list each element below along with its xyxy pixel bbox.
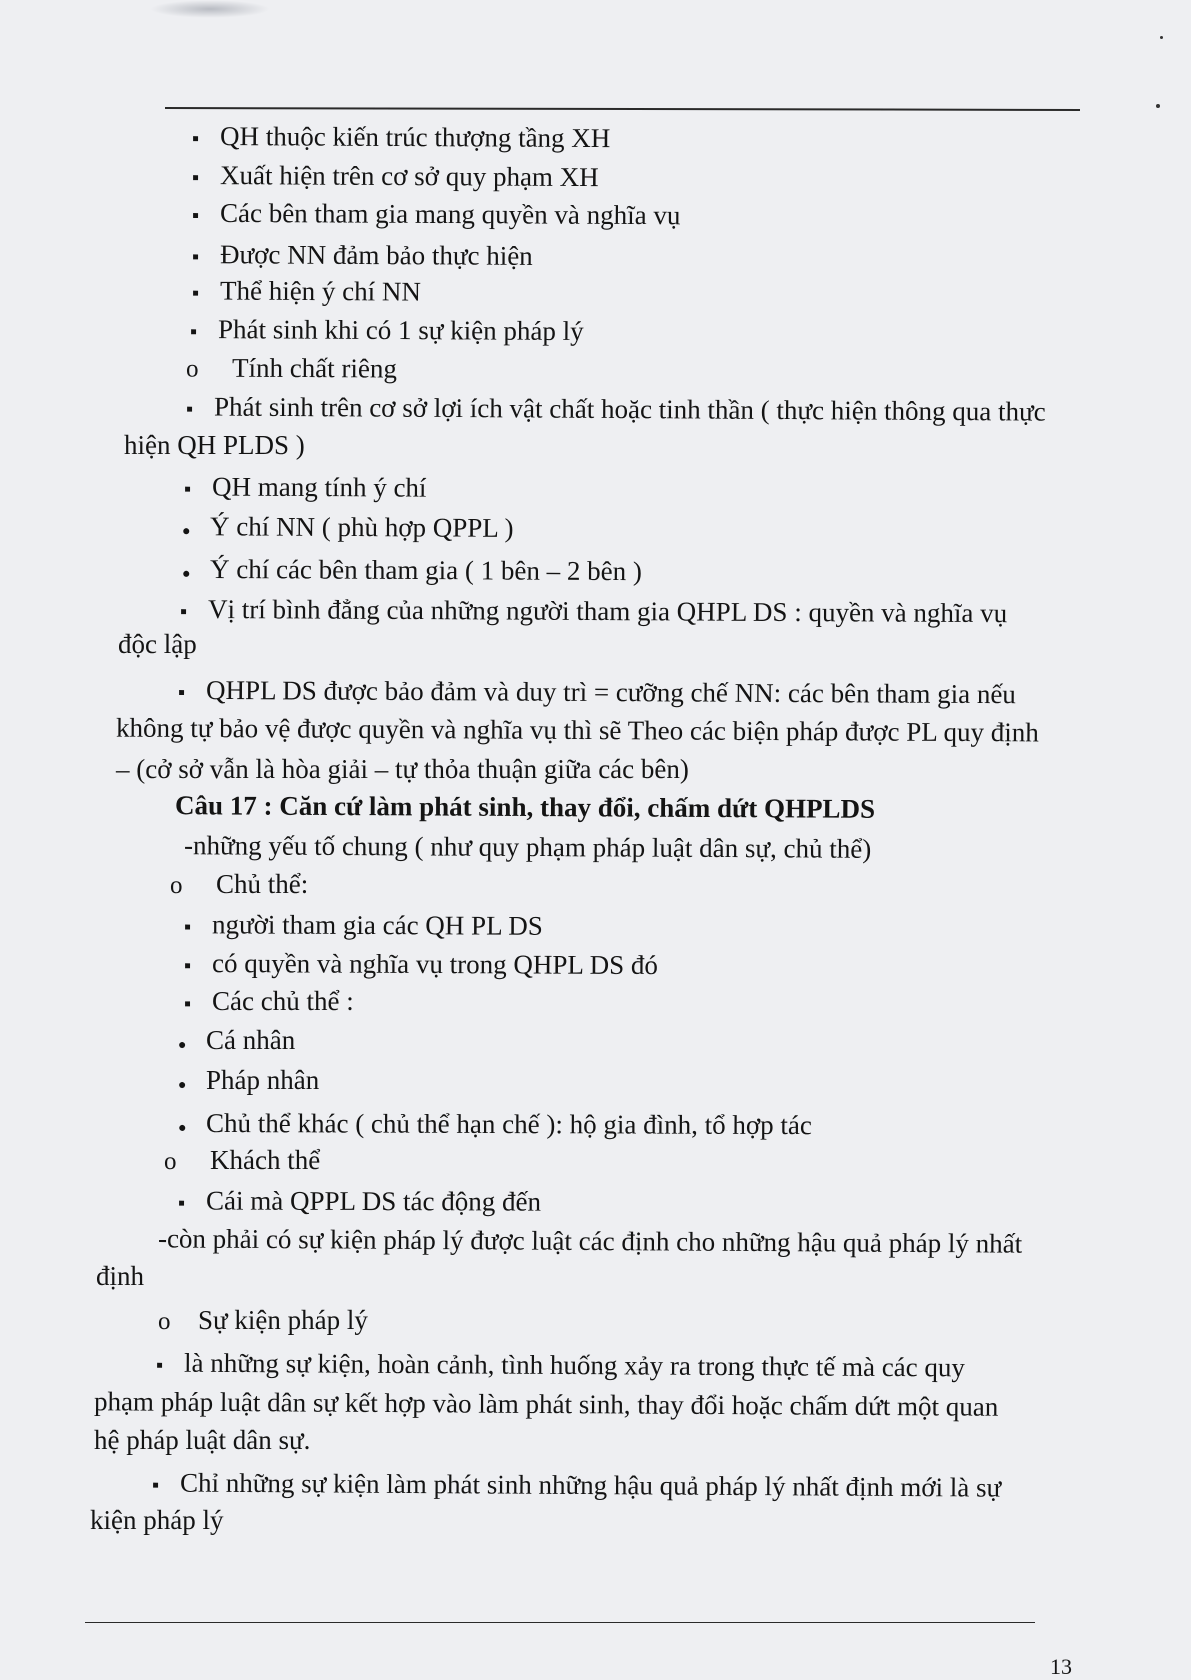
bullet-line: oChủ thể: [170,867,308,903]
paragraph-line: -còn phải có sự kiện pháp lý được luật các định cho những hậu quả pháp lý nhất [157,1223,1023,1259]
bullet-line: ▪là những sự kiện, hoàn cảnh, tình huống xảy ra trong thực tế mà các quy [156,1346,965,1388]
scan-shadow [150,0,270,18]
scan-speck [1160,36,1163,39]
bullet-line: ▪Phát sinh trên cơ sở lợi ích vật chất hoặc tinh thần ( thực hiện thông qua thực [186,389,1046,431]
bullet-line: ▪Được NN đảm bảo thực hiện [192,237,533,276]
square-bullet-icon [184,984,212,1021]
continuation-line: hiện QH PLDS ) [124,430,305,460]
header-rule [165,107,1080,111]
bullet-line: ●Ý chí NN ( phù hợp QPPL ) [182,509,514,551]
bullet-line: ●Cá nhân [178,1023,295,1063]
bullet-line: ▪Chỉ những sự kiện làm phát sinh những hậu quả pháp lý nhất định mới là sự [152,1465,1001,1507]
bullet-line: ▪Cái mà QPPL DS tác động đến [178,1183,541,1221]
bullet-line: ▪Vị trí bình đẳng của những người tham gia QHPL DS : quyền và nghĩa vụ [180,592,1007,633]
square-bullet-icon [178,1183,206,1220]
square-bullet-icon [192,196,220,233]
continuation-line: không tự bảo vệ được quyền và nghĩa vụ thì sẽ Theo các biện pháp được PL quy định [115,712,1039,748]
square-bullet-icon [192,237,220,274]
round-bullet-icon [178,1106,206,1146]
bullet-line: ▪QHPL DS được bảo đảm và duy trì = cưỡng chế NN: các bên tham gia nếu [178,673,1016,714]
bullet-line: ▪Thể hiện ý chí NN [192,273,421,311]
bullet-line: ▪người tham gia các QH PL DS [184,907,543,946]
round-bullet-icon [178,1023,206,1063]
square-bullet-icon [180,592,208,629]
square-bullet-icon [192,273,220,310]
circle-bullet-icon [170,867,216,903]
bullet-line: oSự kiện pháp lý [158,1303,368,1339]
round-bullet-icon [182,509,210,549]
bullet-line: ●Ý chí các bên tham gia ( 1 bên – 2 bên ) [182,552,642,594]
square-bullet-icon [190,312,218,349]
square-bullet-icon [184,946,212,983]
square-bullet-icon [192,158,220,195]
scan-speck [1156,104,1160,108]
circle-bullet-icon [164,1143,210,1179]
page-number: 13 [1050,1654,1072,1679]
square-bullet-icon [178,673,206,710]
bullet-line: ▪có quyền và nghĩa vụ trong QHPL DS đó [184,946,658,985]
square-bullet-icon [192,119,220,156]
continuation-line: hệ pháp luật dân sự. [94,1425,311,1455]
circle-bullet-icon [186,350,232,386]
bullet-line: ▪QH mang tính ý chí [184,469,427,507]
square-bullet-icon [156,1346,184,1383]
bullet-line: ▪Các chủ thể : [184,984,354,1021]
bullet-line: oTính chất riêng [186,350,397,387]
round-bullet-icon [182,552,210,592]
round-bullet-icon [178,1063,206,1103]
continuation-line: kiện pháp lý [90,1505,224,1535]
square-bullet-icon [152,1465,180,1502]
bullet-line: ▪Xuất hiện trên cơ sở quy phạm XH [192,158,599,197]
bullet-line: oKhách thể [164,1143,320,1179]
bullet-line: ▪Phát sinh khi có 1 sự kiện pháp lý [190,312,584,351]
footer-rule [85,1622,1035,1623]
bullet-line: ▪QH thuộc kiến trúc thượng tầng XH [192,119,611,158]
continuation-line: độc lập [118,629,197,659]
square-bullet-icon [184,469,212,506]
continuation-line: – (cở sở vẫn là hòa giải – tự thỏa thuận giữa các bên) [116,754,689,784]
square-bullet-icon [186,389,214,426]
circle-bullet-icon [158,1303,198,1339]
paragraph-line: -những yếu tố chung ( như quy phạm pháp luật dân sự, chủ thể) [183,830,872,864]
bullet-line: ●Chủ thể khác ( chủ thể hạn chế ): hộ gia đình, tổ hợp tác [178,1106,812,1148]
continuation-line: định [96,1261,145,1291]
bullet-line: ●Pháp nhân [178,1063,319,1103]
continuation-line: phạm pháp luật dân sự kết hợp vào làm phát sinh, thay đổi hoặc chấm dứt một quan [93,1386,999,1422]
bullet-line: ▪Các bên tham gia mang quyền và nghĩa vụ [192,196,681,236]
section-heading: Câu 17 : Căn cứ làm phát sinh, thay đổi, chấm dứt QHPLDS [174,790,876,824]
square-bullet-icon [184,907,212,944]
